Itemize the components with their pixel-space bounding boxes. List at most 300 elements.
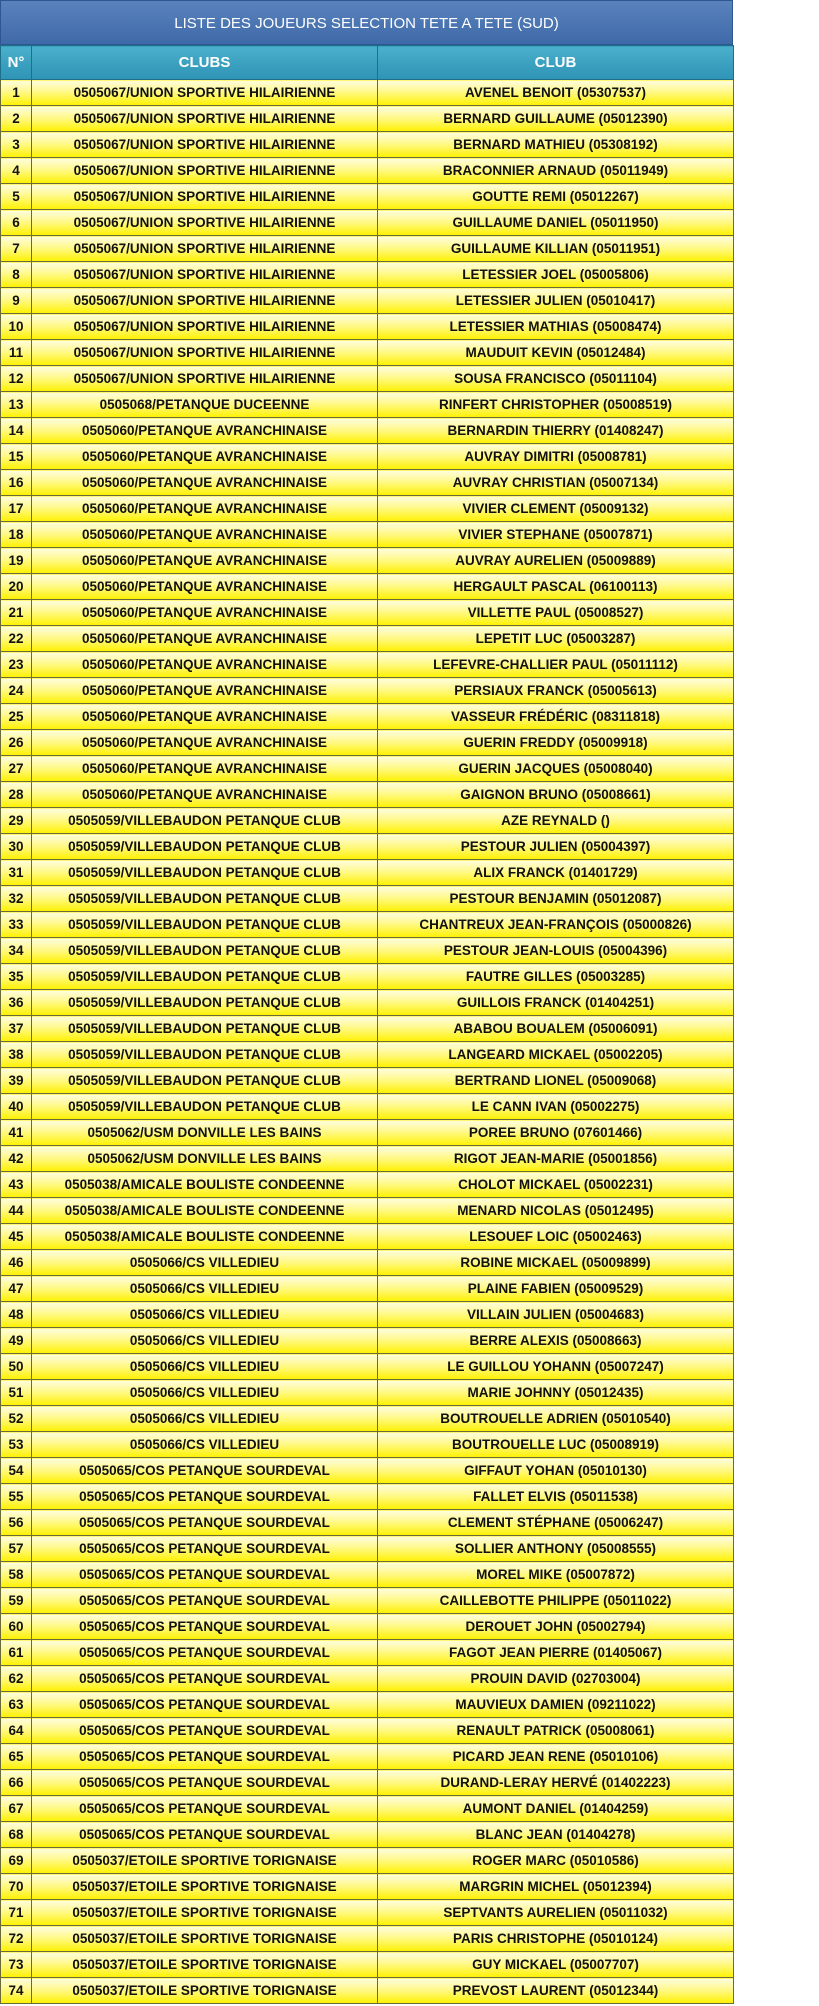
header-num: N°	[1, 46, 32, 80]
table-row	[1, 418, 734, 444]
row-number: 72	[1, 1926, 32, 1952]
row-number: 32	[1, 886, 32, 912]
row-number: 70	[1, 1874, 32, 1900]
row-number: 18	[1, 522, 32, 548]
player-cell: GUILLOIS FRANCK (01404251)	[378, 990, 734, 1016]
row-number: 62	[1, 1666, 32, 1692]
table-row	[1, 1536, 734, 1562]
row-number: 43	[1, 1172, 32, 1198]
table-row	[1, 1146, 734, 1172]
club-cell: 0505067/UNION SPORTIVE HILAIRIENNE	[32, 262, 378, 288]
row-number: 20	[1, 574, 32, 600]
players-table	[0, 45, 734, 2004]
player-cell: MARGRIN MICHEL (05012394)	[378, 1874, 734, 1900]
player-cell: DEROUET JOHN (05002794)	[378, 1614, 734, 1640]
table-row	[1, 1692, 734, 1718]
table-row	[1, 1172, 734, 1198]
header-clubs: CLUBS	[32, 46, 378, 80]
row-number: 30	[1, 834, 32, 860]
table-row	[1, 1432, 734, 1458]
player-cell: VILLAIN JULIEN (05004683)	[378, 1302, 734, 1328]
club-cell: 0505067/UNION SPORTIVE HILAIRIENNE	[32, 366, 378, 392]
row-number: 61	[1, 1640, 32, 1666]
row-number: 53	[1, 1432, 32, 1458]
player-cell: DURAND-LERAY HERVÉ (01402223)	[378, 1770, 734, 1796]
table-row	[1, 106, 734, 132]
row-number: 44	[1, 1198, 32, 1224]
table-row	[1, 1900, 734, 1926]
table-row	[1, 574, 734, 600]
row-number: 73	[1, 1952, 32, 1978]
table-row	[1, 470, 734, 496]
table-row	[1, 340, 734, 366]
header-club: CLUB	[378, 46, 734, 80]
table-row	[1, 262, 734, 288]
table-row	[1, 1380, 734, 1406]
row-number: 2	[1, 106, 32, 132]
club-cell: 0505038/AMICALE BOULISTE CONDEENNE	[32, 1198, 378, 1224]
club-cell: 0505065/COS PETANQUE SOURDEVAL	[32, 1744, 378, 1770]
club-cell: 0505067/UNION SPORTIVE HILAIRIENNE	[32, 210, 378, 236]
row-number: 26	[1, 730, 32, 756]
player-cell: VIVIER CLEMENT (05009132)	[378, 496, 734, 522]
player-cell: MENARD NICOLAS (05012495)	[378, 1198, 734, 1224]
row-number: 22	[1, 626, 32, 652]
club-cell: 0505060/PETANQUE AVRANCHINAISE	[32, 418, 378, 444]
row-number: 11	[1, 340, 32, 366]
club-cell: 0505060/PETANQUE AVRANCHINAISE	[32, 470, 378, 496]
player-cell: POREE BRUNO (07601466)	[378, 1120, 734, 1146]
player-cell: CHOLOT MICKAEL (05002231)	[378, 1172, 734, 1198]
row-number: 9	[1, 288, 32, 314]
table-row	[1, 1354, 734, 1380]
row-number: 16	[1, 470, 32, 496]
player-cell: AZE REYNALD ()	[378, 808, 734, 834]
club-cell: 0505060/PETANQUE AVRANCHINAISE	[32, 704, 378, 730]
table-row	[1, 444, 734, 470]
player-cell: GAIGNON BRUNO (05008661)	[378, 782, 734, 808]
row-number: 21	[1, 600, 32, 626]
row-number: 23	[1, 652, 32, 678]
player-cell: BERTRAND LIONEL (05009068)	[378, 1068, 734, 1094]
table-row	[1, 1224, 734, 1250]
player-cell: FAUTRE GILLES (05003285)	[378, 964, 734, 990]
sheet-title: LISTE DES JOUEURS SELECTION TETE A TETE (SUD)	[0, 0, 733, 45]
row-number: 59	[1, 1588, 32, 1614]
player-cell: GUERIN JACQUES (05008040)	[378, 756, 734, 782]
row-number: 33	[1, 912, 32, 938]
club-cell: 0505059/VILLEBAUDON PETANQUE CLUB	[32, 912, 378, 938]
row-number: 69	[1, 1848, 32, 1874]
club-cell: 0505037/ETOILE SPORTIVE TORIGNAISE	[32, 1848, 378, 1874]
club-cell: 0505060/PETANQUE AVRANCHINAISE	[32, 756, 378, 782]
table-row	[1, 1744, 734, 1770]
player-cell: SEPTVANTS AURELIEN (05011032)	[378, 1900, 734, 1926]
table-row	[1, 1328, 734, 1354]
club-cell: 0505060/PETANQUE AVRANCHINAISE	[32, 444, 378, 470]
club-cell: 0505059/VILLEBAUDON PETANQUE CLUB	[32, 938, 378, 964]
club-cell: 0505065/COS PETANQUE SOURDEVAL	[32, 1666, 378, 1692]
header-row	[1, 46, 734, 80]
table-row	[1, 1250, 734, 1276]
table-row	[1, 1796, 734, 1822]
row-number: 5	[1, 184, 32, 210]
table-row	[1, 314, 734, 340]
club-cell: 0505066/CS VILLEDIEU	[32, 1276, 378, 1302]
player-cell: CLEMENT STÉPHANE (05006247)	[378, 1510, 734, 1536]
player-cell: BLANC JEAN (01404278)	[378, 1822, 734, 1848]
club-cell: 0505066/CS VILLEDIEU	[32, 1328, 378, 1354]
table-row	[1, 860, 734, 886]
table-row	[1, 1068, 734, 1094]
row-number: 7	[1, 236, 32, 262]
table-row	[1, 886, 734, 912]
table-row	[1, 938, 734, 964]
player-cell: AUVRAY DIMITRI (05008781)	[378, 444, 734, 470]
table-row	[1, 288, 734, 314]
row-number: 40	[1, 1094, 32, 1120]
club-cell: 0505060/PETANQUE AVRANCHINAISE	[32, 782, 378, 808]
row-number: 27	[1, 756, 32, 782]
row-number: 37	[1, 1016, 32, 1042]
row-number: 48	[1, 1302, 32, 1328]
row-number: 13	[1, 392, 32, 418]
club-cell: 0505059/VILLEBAUDON PETANQUE CLUB	[32, 886, 378, 912]
club-cell: 0505062/USM DONVILLE LES BAINS	[32, 1146, 378, 1172]
table-row	[1, 1614, 734, 1640]
row-number: 49	[1, 1328, 32, 1354]
table-row	[1, 1718, 734, 1744]
row-number: 51	[1, 1380, 32, 1406]
club-cell: 0505065/COS PETANQUE SOURDEVAL	[32, 1614, 378, 1640]
player-cell: AUVRAY AURELIEN (05009889)	[378, 548, 734, 574]
row-number: 64	[1, 1718, 32, 1744]
table-row	[1, 1510, 734, 1536]
table-row	[1, 1094, 734, 1120]
row-number: 54	[1, 1458, 32, 1484]
club-cell: 0505065/COS PETANQUE SOURDEVAL	[32, 1536, 378, 1562]
table-row	[1, 236, 734, 262]
club-cell: 0505059/VILLEBAUDON PETANQUE CLUB	[32, 808, 378, 834]
row-number: 57	[1, 1536, 32, 1562]
table-row	[1, 184, 734, 210]
row-number: 17	[1, 496, 32, 522]
row-number: 41	[1, 1120, 32, 1146]
player-cell: GUERIN FREDDY (05009918)	[378, 730, 734, 756]
table-row	[1, 1562, 734, 1588]
club-cell: 0505060/PETANQUE AVRANCHINAISE	[32, 600, 378, 626]
player-cell: LANGEARD MICKAEL (05002205)	[378, 1042, 734, 1068]
player-cell: HERGAULT PASCAL (06100113)	[378, 574, 734, 600]
player-cell: RENAULT PATRICK (05008061)	[378, 1718, 734, 1744]
player-cell: PROUIN DAVID (02703004)	[378, 1666, 734, 1692]
player-cell: PESTOUR JULIEN (05004397)	[378, 834, 734, 860]
table-row	[1, 730, 734, 756]
player-cell: LEFEVRE-CHALLIER PAUL (05011112)	[378, 652, 734, 678]
table-row	[1, 756, 734, 782]
player-cell: LEPETIT LUC (05003287)	[378, 626, 734, 652]
row-number: 24	[1, 678, 32, 704]
player-cell: PARIS CHRISTOPHE (05010124)	[378, 1926, 734, 1952]
table-row	[1, 1952, 734, 1978]
table-row	[1, 80, 734, 106]
row-number: 65	[1, 1744, 32, 1770]
club-cell: 0505066/CS VILLEDIEU	[32, 1354, 378, 1380]
player-cell: MOREL MIKE (05007872)	[378, 1562, 734, 1588]
table-row	[1, 626, 734, 652]
row-number: 28	[1, 782, 32, 808]
player-cell: BRACONNIER ARNAUD (05011949)	[378, 158, 734, 184]
club-cell: 0505060/PETANQUE AVRANCHINAISE	[32, 730, 378, 756]
player-cell: ROGER MARC (05010586)	[378, 1848, 734, 1874]
player-cell: MAUDUIT KEVIN (05012484)	[378, 340, 734, 366]
player-cell: BERNARDIN THIERRY (01408247)	[378, 418, 734, 444]
player-cell: GUILLAUME KILLIAN (05011951)	[378, 236, 734, 262]
row-number: 29	[1, 808, 32, 834]
club-cell: 0505065/COS PETANQUE SOURDEVAL	[32, 1510, 378, 1536]
row-number: 42	[1, 1146, 32, 1172]
table-row	[1, 1458, 734, 1484]
player-cell: PESTOUR BENJAMIN (05012087)	[378, 886, 734, 912]
row-number: 19	[1, 548, 32, 574]
club-cell: 0505038/AMICALE BOULISTE CONDEENNE	[32, 1224, 378, 1250]
table-row	[1, 1666, 734, 1692]
table-row	[1, 496, 734, 522]
player-cell: GUILLAUME DANIEL (05011950)	[378, 210, 734, 236]
player-cell: PLAINE FABIEN (05009529)	[378, 1276, 734, 1302]
table-row	[1, 1588, 734, 1614]
player-cell: AUVRAY CHRISTIAN (05007134)	[378, 470, 734, 496]
table-row	[1, 1822, 734, 1848]
player-cell: GIFFAUT YOHAN (05010130)	[378, 1458, 734, 1484]
table-row	[1, 1848, 734, 1874]
club-cell: 0505067/UNION SPORTIVE HILAIRIENNE	[32, 340, 378, 366]
table-row	[1, 1978, 734, 2004]
table-row	[1, 990, 734, 1016]
player-cell: CHANTREUX JEAN-FRANÇOIS (05000826)	[378, 912, 734, 938]
player-cell: VILLETTE PAUL (05008527)	[378, 600, 734, 626]
player-cell: AUMONT DANIEL (01404259)	[378, 1796, 734, 1822]
table-row	[1, 808, 734, 834]
player-cell: LETESSIER MATHIAS (05008474)	[378, 314, 734, 340]
player-cell: PREVOST LAURENT (05012344)	[378, 1978, 734, 2004]
player-cell: PESTOUR JEAN-LOUIS (05004396)	[378, 938, 734, 964]
player-cell: LE CANN IVAN (05002275)	[378, 1094, 734, 1120]
row-number: 58	[1, 1562, 32, 1588]
player-cell: ALIX FRANCK (01401729)	[378, 860, 734, 886]
player-cell: SOLLIER ANTHONY (05008555)	[378, 1536, 734, 1562]
club-cell: 0505067/UNION SPORTIVE HILAIRIENNE	[32, 288, 378, 314]
table-row	[1, 1276, 734, 1302]
player-cell: BOUTROUELLE ADRIEN (05010540)	[378, 1406, 734, 1432]
club-cell: 0505038/AMICALE BOULISTE CONDEENNE	[32, 1172, 378, 1198]
table-row	[1, 1926, 734, 1952]
club-cell: 0505037/ETOILE SPORTIVE TORIGNAISE	[32, 1874, 378, 1900]
table-row	[1, 964, 734, 990]
player-cell: GOUTTE REMI (05012267)	[378, 184, 734, 210]
club-cell: 0505067/UNION SPORTIVE HILAIRIENNE	[32, 184, 378, 210]
player-cell: FALLET ELVIS (05011538)	[378, 1484, 734, 1510]
row-number: 25	[1, 704, 32, 730]
table-row	[1, 834, 734, 860]
row-number: 63	[1, 1692, 32, 1718]
table-row	[1, 652, 734, 678]
row-number: 46	[1, 1250, 32, 1276]
player-cell: ABABOU BOUALEM (05006091)	[378, 1016, 734, 1042]
club-cell: 0505060/PETANQUE AVRANCHINAISE	[32, 496, 378, 522]
club-cell: 0505060/PETANQUE AVRANCHINAISE	[32, 522, 378, 548]
row-number: 47	[1, 1276, 32, 1302]
table-row	[1, 210, 734, 236]
club-cell: 0505060/PETANQUE AVRANCHINAISE	[32, 574, 378, 600]
table-row	[1, 1484, 734, 1510]
table-row	[1, 1198, 734, 1224]
club-cell: 0505065/COS PETANQUE SOURDEVAL	[32, 1770, 378, 1796]
row-number: 31	[1, 860, 32, 886]
table-row	[1, 522, 734, 548]
club-cell: 0505060/PETANQUE AVRANCHINAISE	[32, 652, 378, 678]
player-cell: BERRE ALEXIS (05008663)	[378, 1328, 734, 1354]
table-body	[1, 80, 734, 2004]
player-cell: AVENEL BENOIT (05307537)	[378, 80, 734, 106]
club-cell: 0505065/COS PETANQUE SOURDEVAL	[32, 1562, 378, 1588]
row-number: 8	[1, 262, 32, 288]
club-cell: 0505060/PETANQUE AVRANCHINAISE	[32, 678, 378, 704]
club-cell: 0505059/VILLEBAUDON PETANQUE CLUB	[32, 1068, 378, 1094]
club-cell: 0505065/COS PETANQUE SOURDEVAL	[32, 1640, 378, 1666]
club-cell: 0505067/UNION SPORTIVE HILAIRIENNE	[32, 236, 378, 262]
club-cell: 0505067/UNION SPORTIVE HILAIRIENNE	[32, 158, 378, 184]
club-cell: 0505066/CS VILLEDIEU	[32, 1250, 378, 1276]
table-row	[1, 548, 734, 574]
club-cell: 0505065/COS PETANQUE SOURDEVAL	[32, 1718, 378, 1744]
club-cell: 0505065/COS PETANQUE SOURDEVAL	[32, 1822, 378, 1848]
player-cell: BOUTROUELLE LUC (05008919)	[378, 1432, 734, 1458]
club-cell: 0505037/ETOILE SPORTIVE TORIGNAISE	[32, 1926, 378, 1952]
table-row	[1, 704, 734, 730]
player-cell: MARIE JOHNNY (05012435)	[378, 1380, 734, 1406]
row-number: 74	[1, 1978, 32, 2004]
club-cell: 0505066/CS VILLEDIEU	[32, 1406, 378, 1432]
player-cell: PICARD JEAN RENE (05010106)	[378, 1744, 734, 1770]
club-cell: 0505065/COS PETANQUE SOURDEVAL	[32, 1796, 378, 1822]
row-number: 12	[1, 366, 32, 392]
table-row	[1, 678, 734, 704]
table-row	[1, 1042, 734, 1068]
club-cell: 0505066/CS VILLEDIEU	[32, 1432, 378, 1458]
club-cell: 0505060/PETANQUE AVRANCHINAISE	[32, 626, 378, 652]
row-number: 38	[1, 1042, 32, 1068]
club-cell: 0505067/UNION SPORTIVE HILAIRIENNE	[32, 106, 378, 132]
table-row	[1, 1302, 734, 1328]
row-number: 36	[1, 990, 32, 1016]
row-number: 14	[1, 418, 32, 444]
player-cell: RIGOT JEAN-MARIE (05001856)	[378, 1146, 734, 1172]
table-row	[1, 132, 734, 158]
club-cell: 0505037/ETOILE SPORTIVE TORIGNAISE	[32, 1952, 378, 1978]
player-cell: FAGOT JEAN PIERRE (01405067)	[378, 1640, 734, 1666]
club-cell: 0505059/VILLEBAUDON PETANQUE CLUB	[32, 1042, 378, 1068]
row-number: 68	[1, 1822, 32, 1848]
player-cell: PERSIAUX FRANCK (05005613)	[378, 678, 734, 704]
table-row	[1, 1120, 734, 1146]
table-row	[1, 600, 734, 626]
row-number: 10	[1, 314, 32, 340]
row-number: 34	[1, 938, 32, 964]
club-cell: 0505059/VILLEBAUDON PETANQUE CLUB	[32, 1094, 378, 1120]
club-cell: 0505062/USM DONVILLE LES BAINS	[32, 1120, 378, 1146]
table-row	[1, 782, 734, 808]
table-row	[1, 1016, 734, 1042]
club-cell: 0505066/CS VILLEDIEU	[32, 1380, 378, 1406]
club-cell: 0505066/CS VILLEDIEU	[32, 1302, 378, 1328]
club-cell: 0505059/VILLEBAUDON PETANQUE CLUB	[32, 834, 378, 860]
table-row	[1, 392, 734, 418]
row-number: 4	[1, 158, 32, 184]
club-cell: 0505059/VILLEBAUDON PETANQUE CLUB	[32, 860, 378, 886]
club-cell: 0505059/VILLEBAUDON PETANQUE CLUB	[32, 964, 378, 990]
player-cell: SOUSA FRANCISCO (05011104)	[378, 366, 734, 392]
club-cell: 0505037/ETOILE SPORTIVE TORIGNAISE	[32, 1900, 378, 1926]
row-number: 66	[1, 1770, 32, 1796]
row-number: 71	[1, 1900, 32, 1926]
club-cell: 0505037/ETOILE SPORTIVE TORIGNAISE	[32, 1978, 378, 2004]
club-cell: 0505059/VILLEBAUDON PETANQUE CLUB	[32, 990, 378, 1016]
row-number: 60	[1, 1614, 32, 1640]
club-cell: 0505060/PETANQUE AVRANCHINAISE	[32, 548, 378, 574]
club-cell: 0505065/COS PETANQUE SOURDEVAL	[32, 1588, 378, 1614]
row-number: 35	[1, 964, 32, 990]
row-number: 55	[1, 1484, 32, 1510]
player-cell: RINFERT CHRISTOPHER (05008519)	[378, 392, 734, 418]
row-number: 39	[1, 1068, 32, 1094]
row-number: 67	[1, 1796, 32, 1822]
table-row	[1, 912, 734, 938]
player-cell: VASSEUR FRÉDÉRIC (08311818)	[378, 704, 734, 730]
player-cell: LE GUILLOU YOHANN (05007247)	[378, 1354, 734, 1380]
player-cell: BERNARD MATHIEU (05308192)	[378, 132, 734, 158]
row-number: 15	[1, 444, 32, 470]
table-row	[1, 1770, 734, 1796]
row-number: 50	[1, 1354, 32, 1380]
player-cell: MAUVIEUX DAMIEN (09211022)	[378, 1692, 734, 1718]
row-number: 45	[1, 1224, 32, 1250]
row-number: 3	[1, 132, 32, 158]
table-row	[1, 1640, 734, 1666]
table-row	[1, 158, 734, 184]
player-cell: ROBINE MICKAEL (05009899)	[378, 1250, 734, 1276]
player-cell: BERNARD GUILLAUME (05012390)	[378, 106, 734, 132]
row-number: 1	[1, 80, 32, 106]
club-cell: 0505067/UNION SPORTIVE HILAIRIENNE	[32, 132, 378, 158]
club-cell: 0505059/VILLEBAUDON PETANQUE CLUB	[32, 1016, 378, 1042]
player-cell: LETESSIER JULIEN (05010417)	[378, 288, 734, 314]
player-cell: GUY MICKAEL (05007707)	[378, 1952, 734, 1978]
table-row	[1, 1406, 734, 1432]
table-row	[1, 366, 734, 392]
row-number: 6	[1, 210, 32, 236]
club-cell: 0505068/PETANQUE DUCEENNE	[32, 392, 378, 418]
club-cell: 0505065/COS PETANQUE SOURDEVAL	[32, 1692, 378, 1718]
player-cell: VIVIER STEPHANE (05007871)	[378, 522, 734, 548]
player-cell: LESOUEF LOIC (05002463)	[378, 1224, 734, 1250]
club-cell: 0505065/COS PETANQUE SOURDEVAL	[32, 1458, 378, 1484]
club-cell: 0505067/UNION SPORTIVE HILAIRIENNE	[32, 314, 378, 340]
player-cell: CAILLEBOTTE PHILIPPE (05011022)	[378, 1588, 734, 1614]
row-number: 52	[1, 1406, 32, 1432]
table-row	[1, 1874, 734, 1900]
club-cell: 0505067/UNION SPORTIVE HILAIRIENNE	[32, 80, 378, 106]
